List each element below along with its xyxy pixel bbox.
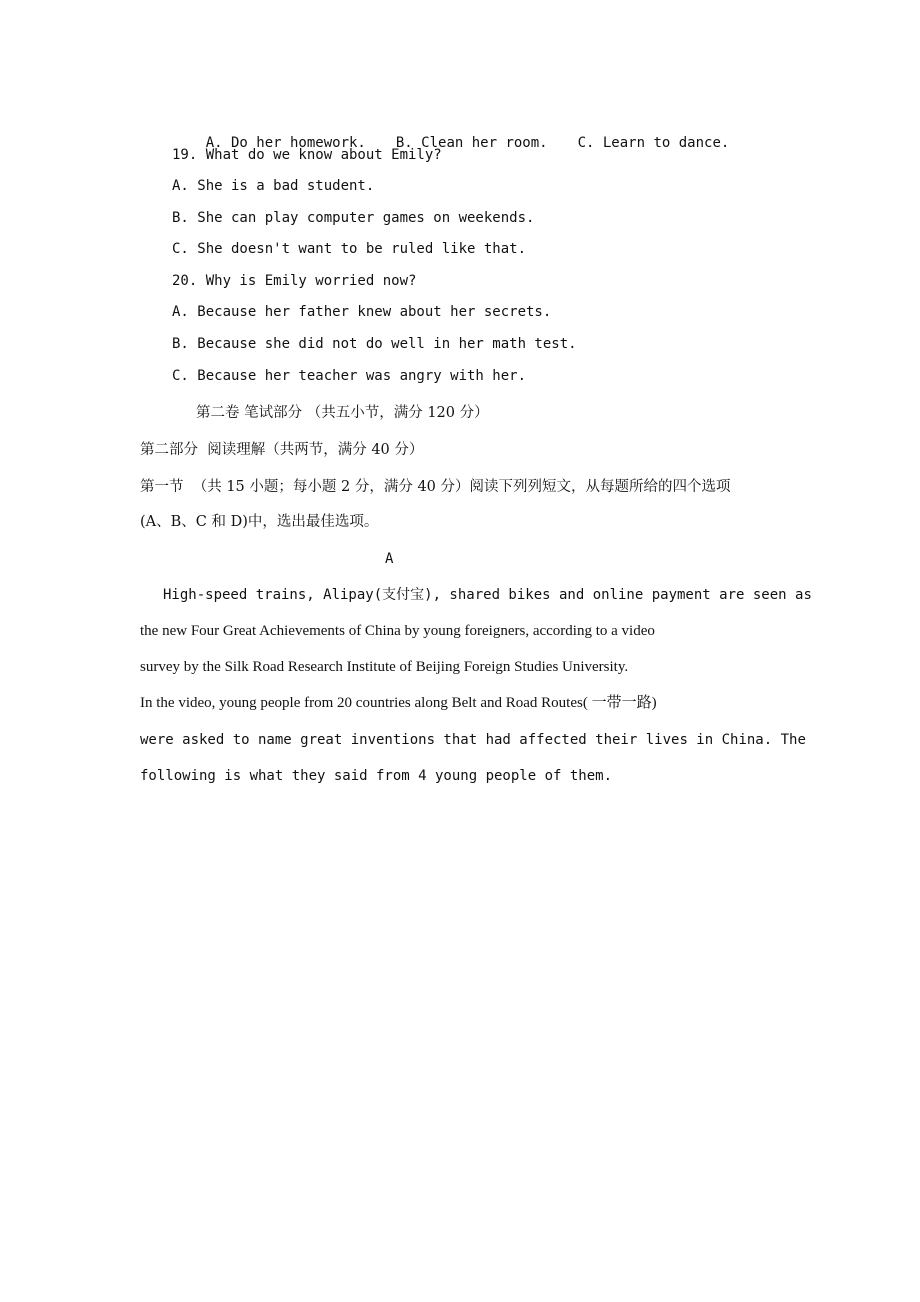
q18-option-a: A. Do her homework. — [205, 135, 366, 151]
passage-line-5: were asked to name great inventions that had affected their lives in China. The — [140, 732, 806, 748]
section-heading: 第二卷 笔试部分 （共五小节，满分 120 分） — [196, 405, 489, 421]
q19-option-b: B. She can play computer games on weekends. — [172, 210, 535, 226]
passage-line-4: In the video, young people from 20 countries along Belt and Road Routes( 一带一路) — [140, 695, 657, 711]
passage-label: A — [385, 551, 394, 567]
q20-option-c: C. Because her teacher was angry with her. — [172, 368, 527, 384]
q20-option-b: B. Because she did not do well in her math test. — [172, 336, 577, 352]
part-heading: 第二部分 阅读理解（共两节，满分 40 分） — [140, 442, 424, 458]
passage-line-2: the new Four Great Achievements of China by young foreigners, according to a video — [140, 623, 655, 639]
passage-line-3: survey by the Silk Road Research Institute of Beijing Foreign Studies University. — [140, 659, 629, 675]
q20-question: 20. Why is Emily worried now? — [172, 273, 417, 289]
instructions-line-1: 第一节 （共 15 小题；每小题 2 分，满分 40 分）阅读下列列短文，从每题所给的四个选项 — [140, 479, 731, 495]
q19-option-a: A. She is a bad student. — [172, 178, 375, 194]
instructions-line-2: (A、B、C 和 D)中，选出最佳选项。 — [140, 514, 379, 530]
q18-option-c: C. Learn to dance. — [577, 135, 730, 151]
passage-line-1: High-speed trains, Alipay(支付宝), shared bikes and online payment are seen as — [163, 587, 812, 603]
q18-option-b: B. Clean her room. — [395, 135, 548, 151]
passage-line-6: following is what they said from 4 young people of them. — [140, 768, 613, 784]
q20-option-a: A. Because her father knew about her secrets. — [172, 304, 552, 320]
q19-option-c: C. She doesn't want to be ruled like that. — [172, 241, 527, 257]
q19-question: 19. What do we know about Emily? — [172, 147, 442, 163]
